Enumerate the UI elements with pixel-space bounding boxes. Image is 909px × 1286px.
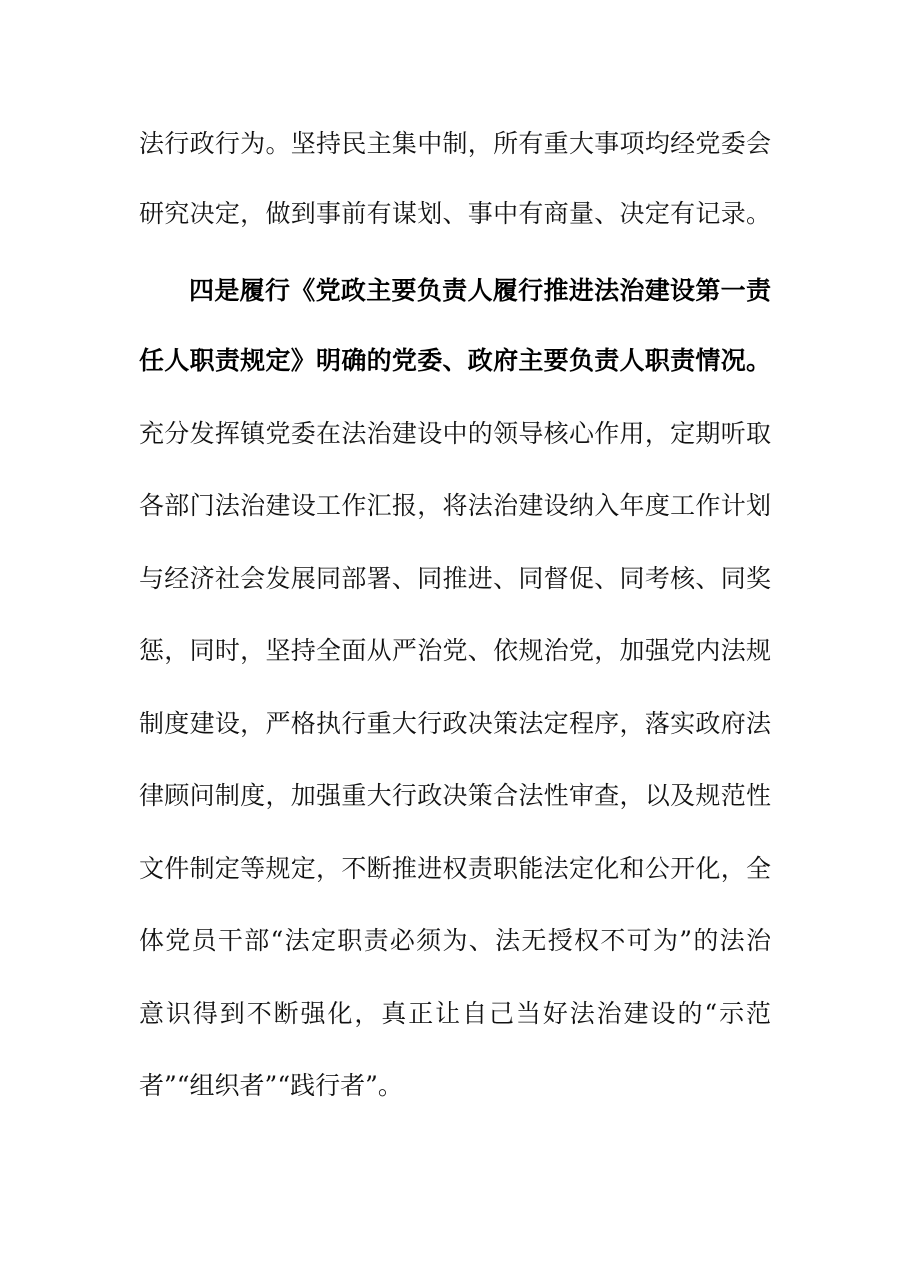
paragraph-line: 研究决定，做到事前有谋划、事中有商量、决定有记录。 bbox=[139, 199, 771, 228]
paragraph-line: 意识得到不断强化，真正让自己当好法治建设的“示范 bbox=[139, 999, 771, 1028]
paragraph-line: 各部门法治建设工作汇报，将法治建设纳入年度工作计划 bbox=[139, 491, 771, 520]
paragraph-line: 体党员干部“法定职责必须为、法无授权不可为”的法治 bbox=[139, 926, 771, 955]
paragraph-line: 文件制定等规定，不断推进权责职能法定化和公开化，全 bbox=[139, 854, 771, 883]
paragraph-line: 律顾问制度，加强重大行政决策合法性审查，以及规范性 bbox=[139, 781, 771, 810]
paragraph-line: 法行政行为。坚持民主集中制，所有重大事项均经党委会 bbox=[139, 129, 771, 158]
paragraph-line: 制度建设，严格执行重大行政决策法定程序，落实政府法 bbox=[139, 709, 771, 738]
section-heading-line: 四是履行《党政主要负责人履行推进法治建设第一责 bbox=[189, 276, 771, 305]
paragraph-line: 充分发挥镇党委在法治建设中的领导核心作用，定期听取 bbox=[139, 419, 771, 448]
paragraph-line: 者”“组织者”“践行者”。 bbox=[139, 1071, 403, 1100]
paragraph-line: 与经济社会发展同部署、同推进、同督促、同考核、同奖 bbox=[139, 564, 771, 593]
paragraph-line: 惩，同时，坚持全面从严治党、依规治党，加强党内法规 bbox=[139, 636, 771, 665]
section-heading-line: 任人职责规定》明确的党委、政府主要负责人职责情况。 bbox=[139, 346, 771, 375]
